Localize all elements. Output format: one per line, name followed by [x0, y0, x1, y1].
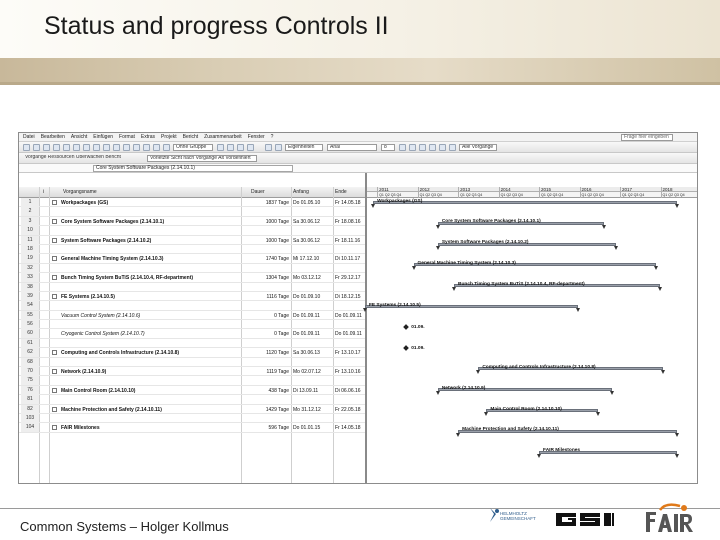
row-id[interactable]: 60: [21, 329, 39, 338]
expand-icon[interactable]: [52, 369, 57, 374]
milestone-diamond-icon[interactable]: [403, 324, 409, 330]
slide-title: Status and progress Controls II: [44, 12, 389, 40]
helmholtz-wordmark: HELMHOLTZ GEMEINSCHAFT: [500, 511, 536, 521]
expand-icon[interactable]: [52, 256, 57, 261]
goto-task-icon[interactable]: [237, 144, 244, 151]
preview-icon[interactable]: [63, 144, 70, 151]
table-rows: [19, 198, 365, 433]
timescale-year: 2011: [377, 187, 417, 192]
row-id[interactable]: 103: [21, 414, 39, 423]
copy-icon[interactable]: [93, 144, 100, 151]
table-row[interactable]: [19, 236, 365, 245]
fair-logo: [640, 500, 696, 536]
row-id[interactable]: 70: [21, 367, 39, 376]
show-select[interactable]: Eigenheiten: [285, 144, 323, 151]
task-start[interactable]: Do 01.09.11: [293, 331, 320, 338]
notes-icon[interactable]: [163, 144, 170, 151]
task-end[interactable]: Di 06.06.16: [335, 387, 361, 394]
timescale-quarters-label: Q1 Q2 Q3 Q4: [418, 192, 458, 198]
menu-item[interactable]: Einfügen: [93, 134, 114, 140]
task-duration[interactable]: 1740 Tage: [265, 256, 289, 263]
bar-label: General Machine Timing System (2.14.10.3): [417, 260, 516, 266]
task-name[interactable]: Vacuum Control System (2.14.10.6): [61, 312, 141, 319]
task-end[interactable]: Fr 13.10.17: [335, 350, 361, 357]
name-column-header[interactable]: Vorgangsname: [63, 189, 97, 195]
row-id[interactable]: 2: [21, 207, 39, 216]
table-row[interactable]: [19, 264, 365, 273]
menu-item[interactable]: Extras: [140, 134, 156, 140]
table-row[interactable]: [19, 301, 365, 310]
header-band: [0, 58, 720, 82]
font-select[interactable]: Arial: [327, 144, 377, 151]
link-icon[interactable]: [123, 144, 130, 151]
task-name[interactable]: FE Systems (2.14.10.5): [61, 293, 115, 300]
table-row[interactable]: [19, 376, 365, 385]
gsi-logo: [552, 508, 628, 530]
task-duration[interactable]: 0 Tage: [274, 331, 289, 338]
row-id[interactable]: 81: [21, 395, 39, 404]
outdent-icon[interactable]: [265, 144, 272, 151]
menu-item[interactable]: Bericht: [182, 134, 199, 140]
row-id[interactable]: 33: [21, 273, 39, 282]
milestone-label: 01.09.: [411, 324, 425, 330]
row-id[interactable]: 104: [21, 423, 39, 432]
task-end[interactable]: Fr 22.05.18: [335, 406, 361, 413]
task-start[interactable]: Di 13.09.11: [293, 387, 319, 394]
menu-item[interactable]: Projekt: [161, 134, 177, 140]
task-name[interactable]: System Software Packages (2.14.10.2): [61, 237, 152, 244]
menu-item[interactable]: Fenster: [247, 134, 265, 140]
task-name[interactable]: Network (2.14.10.9): [61, 369, 107, 376]
table-row[interactable]: [19, 226, 365, 235]
row-id[interactable]: 3: [21, 217, 39, 226]
bar-label: Machine Protection and Safety (2.14.10.11): [462, 427, 559, 433]
row-id[interactable]: 68: [21, 358, 39, 367]
timescale-year: 2015: [539, 187, 579, 192]
milestone-diamond-icon[interactable]: [403, 345, 409, 351]
split-icon[interactable]: [143, 144, 150, 151]
timescale-quarters-label: Q1 Q2 Q3 Q4: [499, 192, 539, 198]
task-start[interactable]: Sa 30.06.12: [293, 218, 320, 225]
table-row[interactable]: [19, 358, 365, 367]
task-start[interactable]: Sa 30.06.12: [293, 237, 320, 244]
row-id[interactable]: 75: [21, 376, 39, 385]
table-row[interactable]: [19, 245, 365, 254]
menu-item[interactable]: Datei: [23, 134, 35, 140]
task-start[interactable]: Do 01.09.10: [293, 293, 321, 300]
align-right-icon[interactable]: [449, 144, 456, 151]
task-duration[interactable]: 596 Tage: [268, 425, 289, 432]
bar-label: Workpackages (GS): [377, 198, 423, 204]
size-select[interactable]: 8: [381, 144, 395, 151]
expand-icon[interactable]: [52, 407, 57, 412]
task-end[interactable]: Fr 29.12.17: [335, 275, 361, 282]
help-search-input[interactable]: Frage hier eingeben: [621, 134, 673, 141]
task-end[interactable]: Fr 18.11.16: [335, 237, 361, 244]
start-column-header[interactable]: Anfang: [293, 189, 309, 195]
table-row[interactable]: [19, 320, 365, 329]
timescale-year: 2013: [458, 187, 498, 192]
bar-label: System Software Packages (2.14.10.2): [441, 240, 529, 246]
guide-tabs[interactable]: Vorgänge Ressourcen Überwachen Bericht: [25, 154, 121, 160]
view-select[interactable]: Vorletzte Sicht nach Vorgänge Alt Vordefiniert: [147, 155, 257, 162]
align-center-icon[interactable]: [439, 144, 446, 151]
row-id[interactable]: 39: [21, 292, 39, 301]
task-end[interactable]: Di 18.12.15: [335, 293, 361, 300]
expand-icon[interactable]: [52, 275, 57, 280]
bar-label: Main Control Room (2.14.10.10): [490, 406, 562, 412]
filter-select[interactable]: Alle Vorgänge: [459, 144, 497, 151]
table-row[interactable]: [19, 339, 365, 348]
table-header: [19, 187, 365, 198]
table-row[interactable]: [19, 311, 365, 320]
table-row[interactable]: [19, 395, 365, 404]
task-duration[interactable]: 1000 Tage: [265, 218, 289, 225]
group-select[interactable]: Ohne Gruppe: [173, 144, 213, 151]
timescale-quarters-label: Q1 Q2 Q3 Q4: [620, 192, 660, 198]
task-end[interactable]: Do 01.09.11: [335, 312, 362, 319]
align-left-icon[interactable]: [429, 144, 436, 151]
task-end[interactable]: Do 01.09.11: [335, 331, 362, 338]
table-row[interactable]: [19, 217, 365, 226]
table-row[interactable]: [19, 367, 365, 376]
table-row[interactable]: [19, 348, 365, 357]
table-row[interactable]: [19, 198, 365, 207]
timescale-quarters-label: Q1 Q2 Q3 Q4: [539, 192, 579, 198]
footer-author: Common Systems – Holger Kollmus: [20, 519, 229, 534]
row-id[interactable]: 32: [21, 264, 39, 273]
paste-icon[interactable]: [103, 144, 110, 151]
bar-label: FE Systems (2.14.10.5): [368, 302, 421, 308]
save-icon[interactable]: [43, 144, 50, 151]
table-row[interactable]: [19, 386, 365, 395]
timescale-quarters-label: Q1 Q2 Q3 Q4: [661, 192, 699, 198]
info-column-header[interactable]: i: [43, 189, 45, 195]
print-icon[interactable]: [53, 144, 60, 151]
entry-bar: [19, 164, 698, 173]
italic-icon[interactable]: [409, 144, 416, 151]
timescale-year: 2014: [499, 187, 539, 192]
task-duration[interactable]: 1304 Tage: [265, 275, 289, 282]
row-id[interactable]: 54: [21, 301, 39, 310]
expand-icon[interactable]: [52, 425, 57, 430]
bar-label: FAIR Milestones: [543, 448, 581, 454]
zoom-in-icon[interactable]: [217, 144, 224, 151]
new-icon[interactable]: [23, 144, 30, 151]
table-row[interactable]: [19, 273, 365, 282]
row-id[interactable]: 56: [21, 320, 39, 329]
milestone-label: 01.09.: [411, 345, 425, 351]
timescale-year: 2018: [661, 187, 699, 192]
menu-item[interactable]: Zusammenarbeit: [204, 134, 242, 140]
task-name[interactable]: Computing and Controls Infrastructure (2.14.10.8): [61, 350, 180, 357]
expand-icon[interactable]: [52, 294, 57, 299]
table-row[interactable]: [19, 405, 365, 414]
task-end[interactable]: Fr 13.10.16: [335, 369, 361, 376]
menu-bar: [19, 133, 698, 142]
bar-label: Network (2.14.10.9): [441, 385, 486, 391]
table-row[interactable]: [19, 207, 365, 216]
row-id[interactable]: 61: [21, 339, 39, 348]
task-start[interactable]: Do 01.01.15: [293, 425, 321, 432]
table-row[interactable]: [19, 292, 365, 301]
timescale-quarters-label: Q1 Q2 Q3 Q4: [377, 192, 417, 198]
row-id[interactable]: 10: [21, 226, 39, 235]
zoom-out-icon[interactable]: [227, 144, 234, 151]
task-duration[interactable]: 1000 Tage: [265, 237, 289, 244]
expand-icon[interactable]: [52, 200, 57, 205]
row-id[interactable]: 1: [21, 198, 39, 207]
task-name[interactable]: Machine Protection and Safety (2.14.10.11): [61, 406, 162, 413]
task-end[interactable]: Fr 14.05.18: [335, 425, 361, 432]
timescale-year: 2016: [580, 187, 620, 192]
task-start[interactable]: Do 01.05.10: [293, 200, 321, 206]
help-icon[interactable]: [247, 144, 254, 151]
unlink-icon[interactable]: [133, 144, 140, 151]
expand-icon[interactable]: [52, 350, 57, 355]
expand-icon[interactable]: [52, 219, 57, 224]
menu-item[interactable]: Bearbeiten: [40, 134, 65, 140]
bar-label: Computing and Controls Infrastructure (2.14.10.8): [482, 364, 596, 370]
task-name[interactable]: Core System Software Packages (2.14.10.1): [61, 218, 165, 225]
bold-icon[interactable]: [399, 144, 406, 151]
info-icon[interactable]: [153, 144, 160, 151]
task-start[interactable]: Mi 17.12.10: [293, 256, 320, 263]
bar-label: Bunch Timing System BuTiS (2.14.10.4, RF-department): [458, 281, 585, 287]
timescale-year: 2017: [620, 187, 660, 192]
task-duration[interactable]: 1429 Tage: [265, 406, 289, 413]
row-id[interactable]: 19: [21, 254, 39, 263]
task-start[interactable]: Mo 02.07.12: [293, 369, 321, 376]
table-row[interactable]: [19, 423, 365, 432]
task-duration[interactable]: 1837 Tage: [265, 200, 289, 206]
end-column-header[interactable]: Ende: [335, 189, 347, 195]
task-name[interactable]: FAIR Milestones: [61, 425, 100, 432]
table-row[interactable]: [19, 283, 365, 292]
expand-icon[interactable]: [52, 388, 57, 393]
task-name[interactable]: Main Control Room (2.14.10.10): [61, 387, 136, 394]
project-guide-toolbar: [19, 153, 698, 164]
timescale-quarters: [367, 192, 698, 198]
bar-label: Core System Software Packages (2.14.10.1): [441, 219, 541, 225]
task-duration[interactable]: 1116 Tage: [266, 293, 289, 300]
table-row[interactable]: [19, 329, 365, 338]
row-id[interactable]: 11: [21, 236, 39, 245]
row-id[interactable]: 18: [21, 245, 39, 254]
spelling-icon[interactable]: [73, 144, 80, 151]
task-duration[interactable]: 0 Tage: [274, 312, 289, 319]
row-id[interactable]: 76: [21, 386, 39, 395]
row-id[interactable]: 82: [21, 405, 39, 414]
timescale-quarters-label: Q1 Q2 Q3 Q4: [580, 192, 620, 198]
task-name[interactable]: Bunch Timing System BuTiS (2.14.10.4, RF-department): [61, 275, 194, 282]
row-id[interactable]: 38: [21, 283, 39, 292]
undo-icon[interactable]: [113, 144, 120, 151]
task-end[interactable]: Fr 14.05.18: [335, 200, 361, 206]
entry-field[interactable]: Core System Software Packages (2.14.10.1): [93, 165, 293, 172]
task-end[interactable]: Fr 18.08.16: [335, 218, 361, 225]
table-row[interactable]: [19, 414, 365, 423]
task-duration[interactable]: 1119 Tage: [266, 369, 289, 376]
duration-column-header[interactable]: Dauer: [251, 189, 265, 195]
task-start[interactable]: Mo 31.12.12: [293, 406, 321, 413]
menu-item[interactable]: Format: [119, 134, 135, 140]
row-id[interactable]: 62: [21, 348, 39, 357]
menu-item[interactable]: ?: [270, 134, 274, 140]
task-start[interactable]: Mo 03.12.12: [293, 275, 321, 282]
row-id[interactable]: 55: [21, 311, 39, 320]
task-end[interactable]: Di 10.11.17: [335, 256, 361, 263]
menu-item[interactable]: Ansicht: [70, 134, 88, 140]
underline-icon[interactable]: [419, 144, 426, 151]
timescale-year: 2012: [418, 187, 458, 192]
standard-toolbar: [19, 142, 698, 153]
task-start[interactable]: Do 01.09.11: [293, 312, 320, 319]
expand-icon[interactable]: [52, 238, 57, 243]
task-duration[interactable]: 438 Tage: [268, 387, 289, 394]
task-start[interactable]: Sa 30.06.13: [293, 350, 320, 357]
open-icon[interactable]: [33, 144, 40, 151]
task-table: [19, 173, 365, 484]
timescale-quarters-label: Q1 Q2 Q3 Q4: [458, 192, 498, 198]
task-name[interactable]: General Machine Timing System (2.14.10.3): [61, 256, 164, 263]
task-name[interactable]: Cryogenic Control System (2.14.10.7): [61, 331, 145, 338]
gantt-chart: [365, 173, 698, 484]
task-duration[interactable]: 1120 Tage: [266, 350, 289, 357]
table-row[interactable]: [19, 254, 365, 263]
task-name[interactable]: Workpackages (GS): [61, 200, 109, 206]
indent-icon[interactable]: [275, 144, 282, 151]
ms-project-window: [18, 132, 698, 484]
cut-icon[interactable]: [83, 144, 90, 151]
